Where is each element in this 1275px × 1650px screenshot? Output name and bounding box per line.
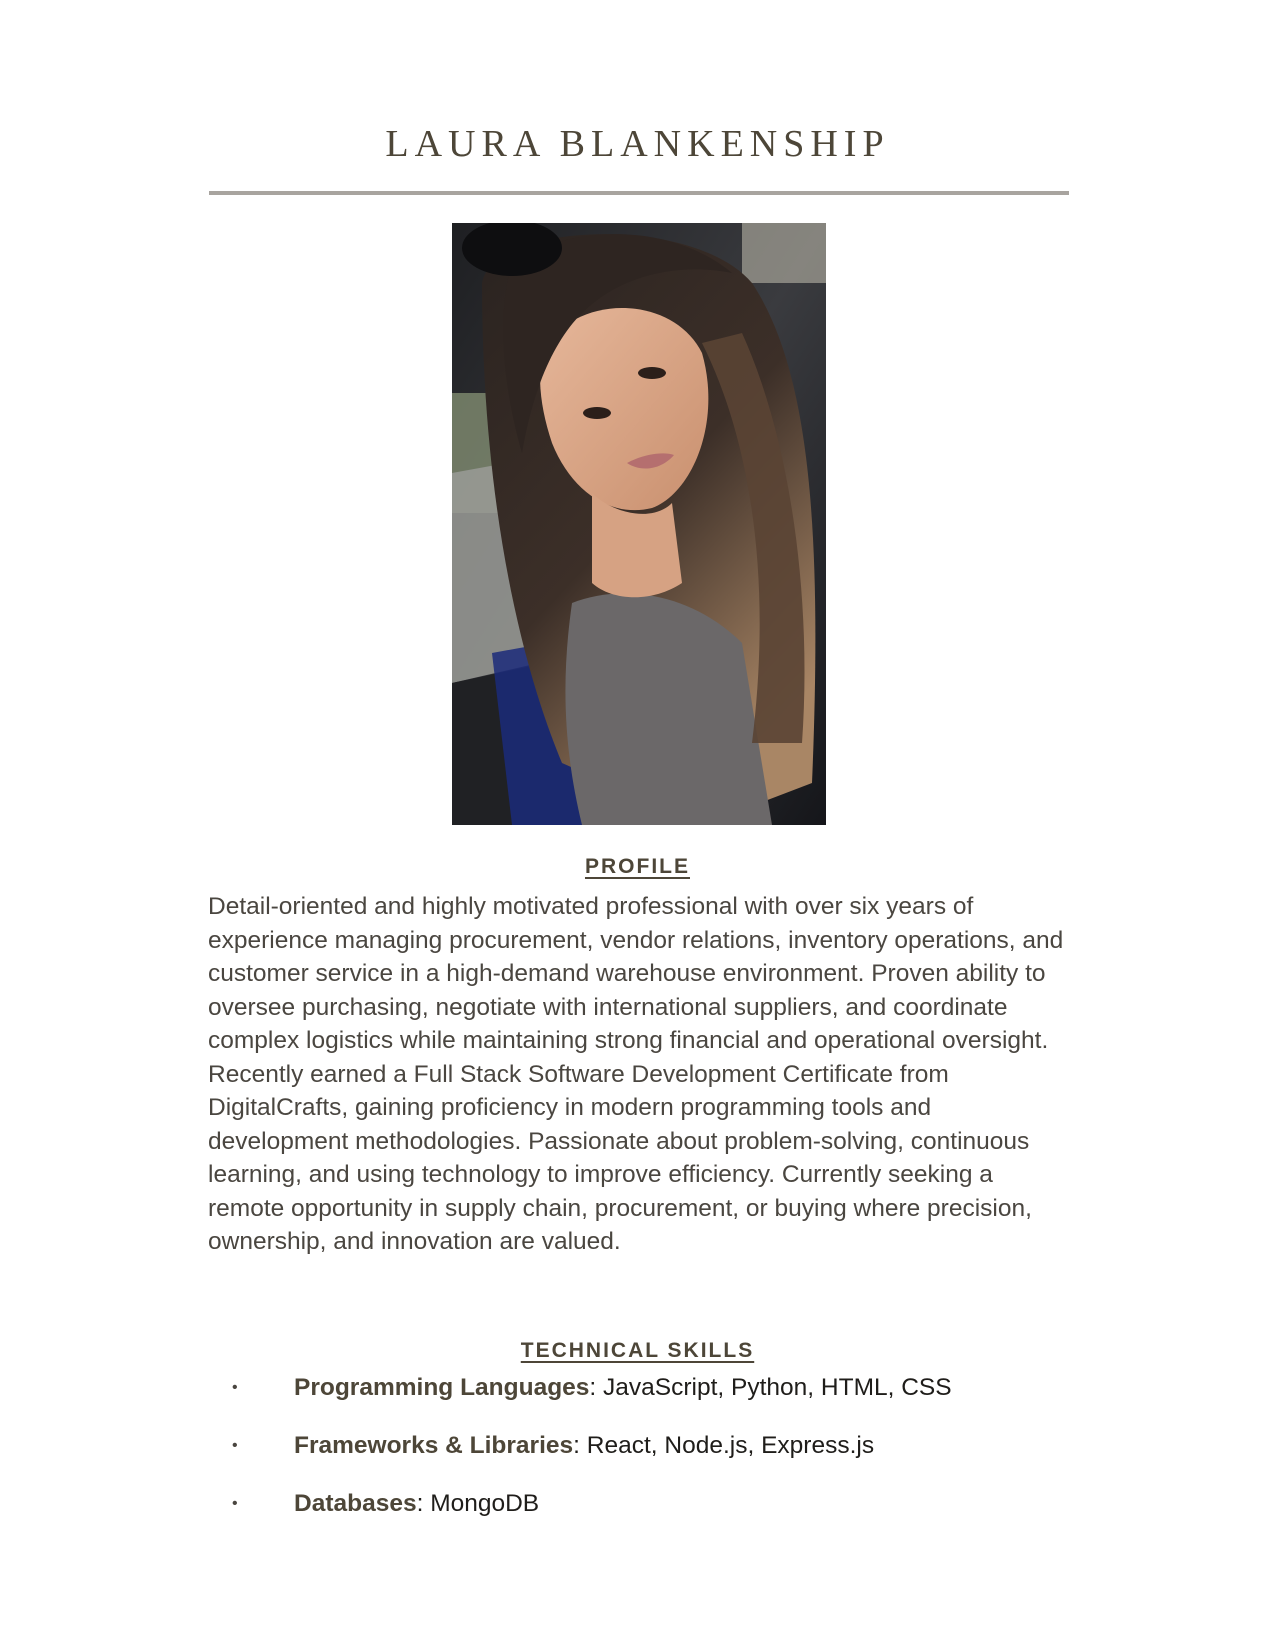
skill-value: : MongoDB xyxy=(416,1490,540,1517)
skill-label: Programming Languages xyxy=(294,1374,590,1401)
technical-skills-heading: TECHNICAL SKILLS xyxy=(520,1339,755,1362)
technical-skills-list xyxy=(208,1372,1070,1546)
skill-value: : JavaScript, Python, HTML, CSS xyxy=(589,1374,952,1401)
skill-item-programming-languages xyxy=(208,1372,1070,1430)
skill-label: Frameworks & Libraries xyxy=(294,1432,574,1459)
bullet-icon: • xyxy=(232,1437,238,1454)
profile-heading: PROFILE xyxy=(584,855,690,878)
bullet-icon: • xyxy=(232,1379,238,1396)
skill-label: Databases xyxy=(294,1490,417,1517)
skill-item-databases xyxy=(208,1488,1070,1546)
skill-item-frameworks-libraries xyxy=(208,1430,1070,1488)
candidate-name: LAURA BLANKENSHIP xyxy=(385,123,890,165)
profile-summary: Detail-oriented and highly motivated professional with over six years of experience managing procurement, vendor relations, inventory operations, and customer service in a high-demand warehouse environment. Proven ability to oversee purchasing, negotiate with international suppliers, and coordinate complex logistics while maintaining strong financial and operational oversight. Recently earned a Full Stack Software Development Certificate from DigitalCrafts, gaining proficiency in modern programming tools and development methodologies. Passionate about problem-solving, continuous learning, and using technology to improve efficiency. Currently seeking a remote opportunity in supply chain, procurement, or buying where precision, ownership, and innovation are valued. xyxy=(208,893,1064,1255)
skill-value: : React, Node.js, Express.js xyxy=(573,1432,875,1459)
portrait-photo xyxy=(452,223,826,825)
bullet-icon: • xyxy=(232,1495,238,1512)
header-divider xyxy=(209,191,1069,195)
